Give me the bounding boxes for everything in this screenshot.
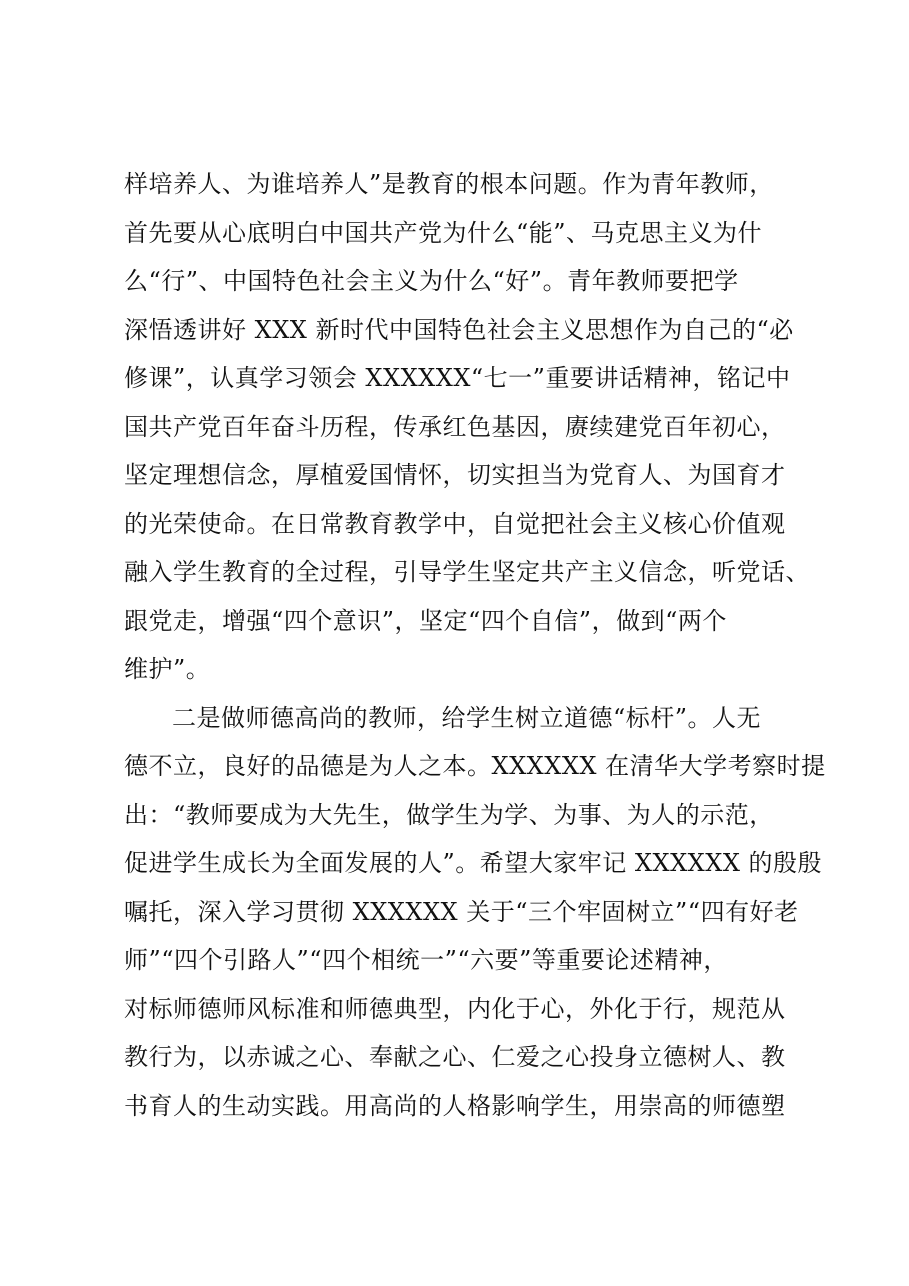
text-line: 修课”，认真学习领会 XXXXXX“七一”重要讲话精神，铭记中 [124, 364, 791, 392]
text-line: 书育人的生动实践。用高尚的人格影响学生，用崇高的师德塑 [124, 1091, 786, 1120]
text-line: 嘱托，深入学习贯彻 XXXXXX 关于“三个牢固树立”“四有好老 [124, 897, 799, 926]
text-line: 促进学生成长为全面发展的人”。希望大家牢记 XXXXXX 的殷殷 [124, 849, 823, 877]
text-line: 坚定理想信念，厚植爱国情怀，切实担当为党育人、为国育才 [124, 461, 786, 489]
text-line: 首先要从心底明白中国共产党为什么“能”、马克思主义为什 [124, 218, 763, 247]
text-line: 维护”。 [124, 655, 211, 683]
text-line: 国共产党百年奋斗历程，传承红色基因，赓续建党百年初心， [124, 412, 786, 441]
text-line: 样培养人、为谁培养人”是教育的根本问题。作为青年教师， [124, 170, 774, 198]
paragraph-start-line: 二是做师德高尚的教师，给学生树立道德“标杆”。人无 [172, 703, 762, 732]
text-line: 融入学生教育的全过程，引导学生坚定共产主义信念，听党话、 [124, 558, 810, 586]
body-text [124, 160, 824, 1130]
text-line: 出：“教师要成为大先生，做学生为学、为事、为人的示范， [124, 800, 774, 829]
text-line: 对标师德师风标准和师德典型，内化于心，外化于行，规范从 [124, 994, 786, 1023]
text-line: 德不立，良好的品德是为人之本。XXXXXX 在清华大学考察时提 [124, 752, 826, 780]
text-line: 教行为，以赤诚之心、奉献之心、仁爱之心投身立德树人、教 [124, 1043, 786, 1071]
text-line: 的光荣使命。在日常教育教学中，自觉把社会主义核心价值观 [124, 509, 786, 538]
text-line: 师”“四个引路人”“四个相统一”“六要”等重要论述精神， [124, 946, 728, 974]
text-line: 深悟透讲好 XXX 新时代中国特色社会主义思想作为自己的“必 [124, 315, 794, 344]
text-line: 跟党走，增强“四个意识”，坚定“四个自信”，做到“两个 [124, 606, 727, 635]
text-line: 么“行”、中国特色社会主义为什么“好”。青年教师要把学 [124, 267, 739, 295]
